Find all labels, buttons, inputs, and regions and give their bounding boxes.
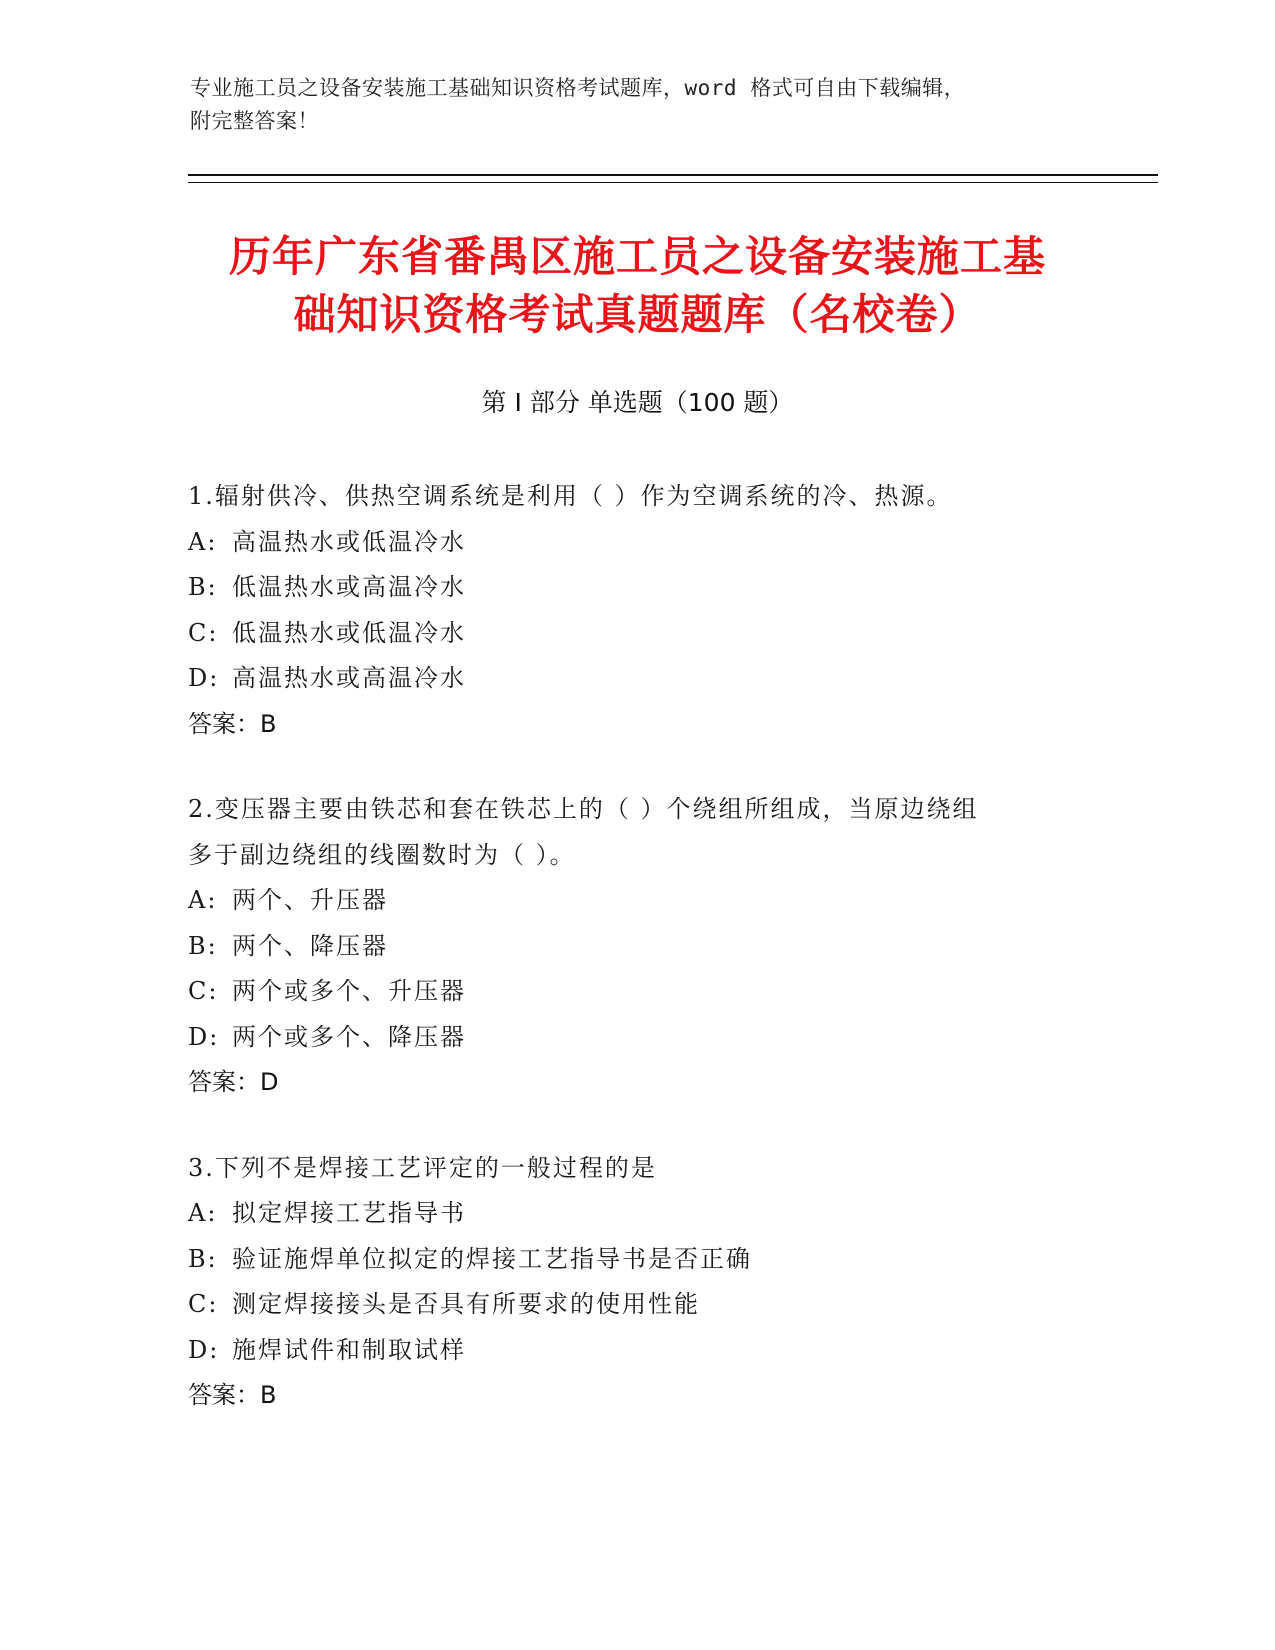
option-text: 两个、降压器 <box>232 931 388 960</box>
option-letter: D: <box>188 664 220 692</box>
section-heading: 第 I 部分 单选题（100 题） <box>481 388 794 417</box>
option-a <box>188 520 1088 566</box>
question-stem: 2.变压器主要由铁芯和套在铁芯上的（ ）个绕组所组成，当原边绕组 <box>188 795 979 823</box>
question-stem: 3.下列不是焊接工艺评定的一般过程的是 <box>188 1153 657 1182</box>
option-letter: C: <box>188 1290 219 1318</box>
header-note-line1: 专业施工员之设备安装施工基础知识资格考试题库，word 格式可自由下载编辑， <box>190 76 966 100</box>
option-letter: A: <box>188 527 218 556</box>
header-note <box>190 72 1090 138</box>
option-text: 验证施焊单位拟定的焊接工艺指导书是否正确 <box>232 1244 752 1273</box>
option-a <box>188 1191 1088 1237</box>
option-text: 两个、升压器 <box>232 886 388 914</box>
option-c <box>188 1282 1088 1328</box>
question-stem-continued: 多于副边绕组的线圈数时为（ ）。 <box>188 840 576 869</box>
option-text: 低温热水或高温冷水 <box>232 573 466 601</box>
question-3 <box>188 1146 1088 1419</box>
question-2 <box>188 787 1088 1106</box>
document-title-line1: 历年广东省番禺区施工员之设备安装施工基 <box>228 232 1046 281</box>
option-letter: A: <box>188 886 218 914</box>
option-b <box>188 565 1088 611</box>
answer: 答案：B <box>188 709 277 738</box>
option-text: 测定焊接接头是否具有所要求的使用性能 <box>232 1290 700 1318</box>
option-b <box>188 924 1088 970</box>
option-letter: A: <box>188 1199 218 1227</box>
option-text: 两个或多个、降压器 <box>232 1022 466 1051</box>
option-letter: B: <box>188 931 218 960</box>
option-text: 高温热水或低温冷水 <box>232 527 466 556</box>
option-letter: C: <box>188 618 219 647</box>
document-title-line2: 础知识资格考试真题题库（名校卷） <box>293 290 982 339</box>
option-letter: C: <box>188 977 219 1005</box>
option-b <box>188 1237 1088 1283</box>
option-c <box>188 611 1088 657</box>
header-divider-thin <box>188 182 1158 183</box>
document-title <box>150 228 1125 344</box>
option-text: 两个或多个、升压器 <box>232 977 466 1005</box>
option-text: 施焊试件和制取试样 <box>232 1335 466 1364</box>
question-stem: 1.辐射供冷、供热空调系统是利用（ ）作为空调系统的冷、热源。 <box>188 482 953 510</box>
option-letter: D: <box>188 1335 220 1364</box>
option-letter: D: <box>188 1022 220 1051</box>
option-d <box>188 1328 1088 1374</box>
option-letter: B: <box>188 573 218 601</box>
option-text: 低温热水或低温冷水 <box>232 618 466 647</box>
option-d <box>188 1015 1088 1061</box>
option-c <box>188 969 1088 1015</box>
header-divider-thick <box>188 174 1158 176</box>
header-note-line2: 附完整答案！ <box>190 109 319 133</box>
option-letter: B: <box>188 1244 218 1273</box>
option-d <box>188 656 1088 702</box>
answer: 答案：D <box>188 1068 279 1096</box>
question-list <box>188 474 1088 1459</box>
answer: 答案：B <box>188 1381 277 1409</box>
question-1 <box>188 474 1088 747</box>
option-text: 拟定焊接工艺指导书 <box>232 1199 466 1227</box>
option-text: 高温热水或高温冷水 <box>232 664 466 692</box>
option-a <box>188 878 1088 924</box>
